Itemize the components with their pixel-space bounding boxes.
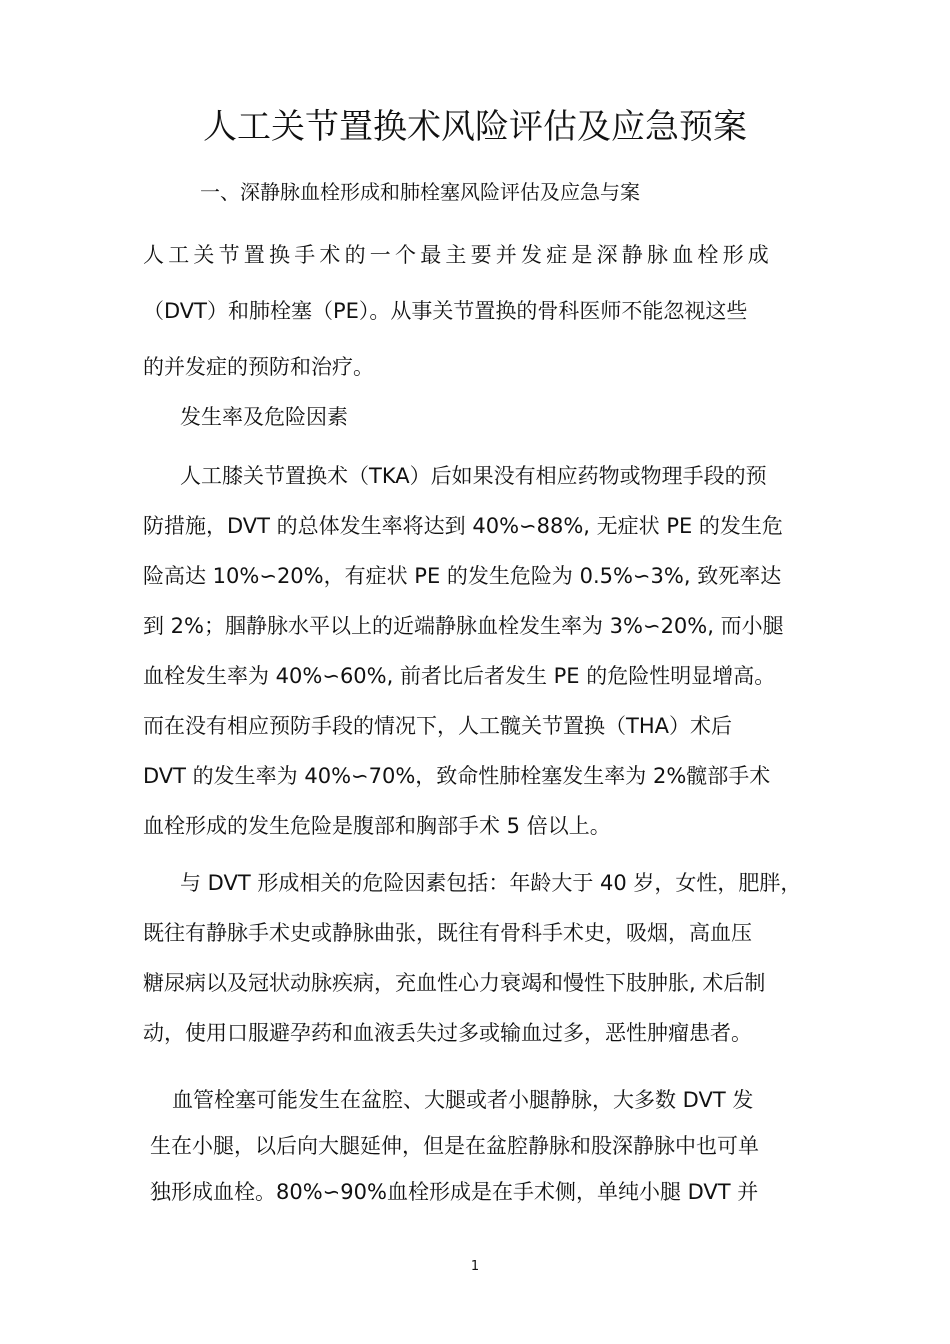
text-line: 发生率及危险因素: [180, 405, 348, 429]
paragraph-incidence: [143, 451, 784, 851]
text-line: 的并发症的预防和治疗。: [143, 355, 374, 379]
text-line: 血栓形成的发生危险是腹部和胸部手术 5 倍以上。: [143, 814, 611, 838]
text-line: 到 2%；腘静脉水平以上的近端静脉血栓发生率为 3%∽20%, 而小腿: [143, 614, 784, 638]
section-heading: 一、深静脉血栓形成和肺栓塞风险评估及应急与案: [200, 180, 640, 204]
page-number: 1: [470, 1259, 480, 1274]
text-line: 险高达 10%∽20%，有症状 PE 的发生危险为 0.5%∽3%, 致死率达: [143, 564, 782, 588]
text-line: 血栓发生率为 40%∽60%, 前者比后者发生 PE 的危险性明显增高。: [143, 664, 776, 688]
text-line: 独形成血栓。80%∽90%血栓形成是在手术侧，单纯小腿 DVT 并: [150, 1180, 759, 1204]
paragraph-thrombosis-location: [150, 1077, 759, 1215]
paragraph-subheading: [180, 392, 348, 442]
paragraph-risk-factors: [143, 858, 801, 1058]
document-title: 人工关节置换术风险评估及应急预案: [203, 107, 747, 147]
text-line: 而在没有相应预防手段的情况下，人工髋关节置换（THA）术后: [143, 714, 732, 738]
text-line: 防措施，DVT 的总体发生率将达到 40%∽88%, 无症状 PE 的发生危: [143, 514, 783, 538]
text-line: 动，使用口服避孕药和血液丢失过多或输血过多，恶性肿瘤患者。: [143, 1021, 752, 1045]
text-line: （DVT）和肺栓塞（PE）。从事关节置换的骨科医师不能忽视这些: [143, 299, 748, 323]
text-line: 生在小腿，以后向大腿延伸，但是在盆腔静脉和股深静脉中也可单: [150, 1134, 759, 1158]
paragraph-intro: [143, 227, 773, 395]
text-line: DVT 的发生率为 40%∽70%，致命性肺栓塞发生率为 2%髋部手术: [143, 764, 771, 788]
text-line: 既往有静脉手术史或静脉曲张，既往有骨科手术史，吸烟，高血压: [143, 921, 752, 945]
text-line: 糖尿病以及冠状动脉疾病，充血性心力衰竭和慢性下肢肿胀, 术后制: [143, 971, 766, 995]
text-line: 与 DVT 形成相关的危险因素包括：年龄大于 40 岁，女性，肥胖，: [180, 871, 802, 895]
text-line: 人工关节置换手术的一个最主要并发症是深静脉血栓形成: [143, 243, 773, 267]
text-line: 人工膝关节置换术（TKA）后如果没有相应药物或物理手段的预: [180, 464, 767, 488]
text-line: 血管栓塞可能发生在盆腔、大腿或者小腿静脉，大多数 DVT 发: [172, 1088, 754, 1112]
